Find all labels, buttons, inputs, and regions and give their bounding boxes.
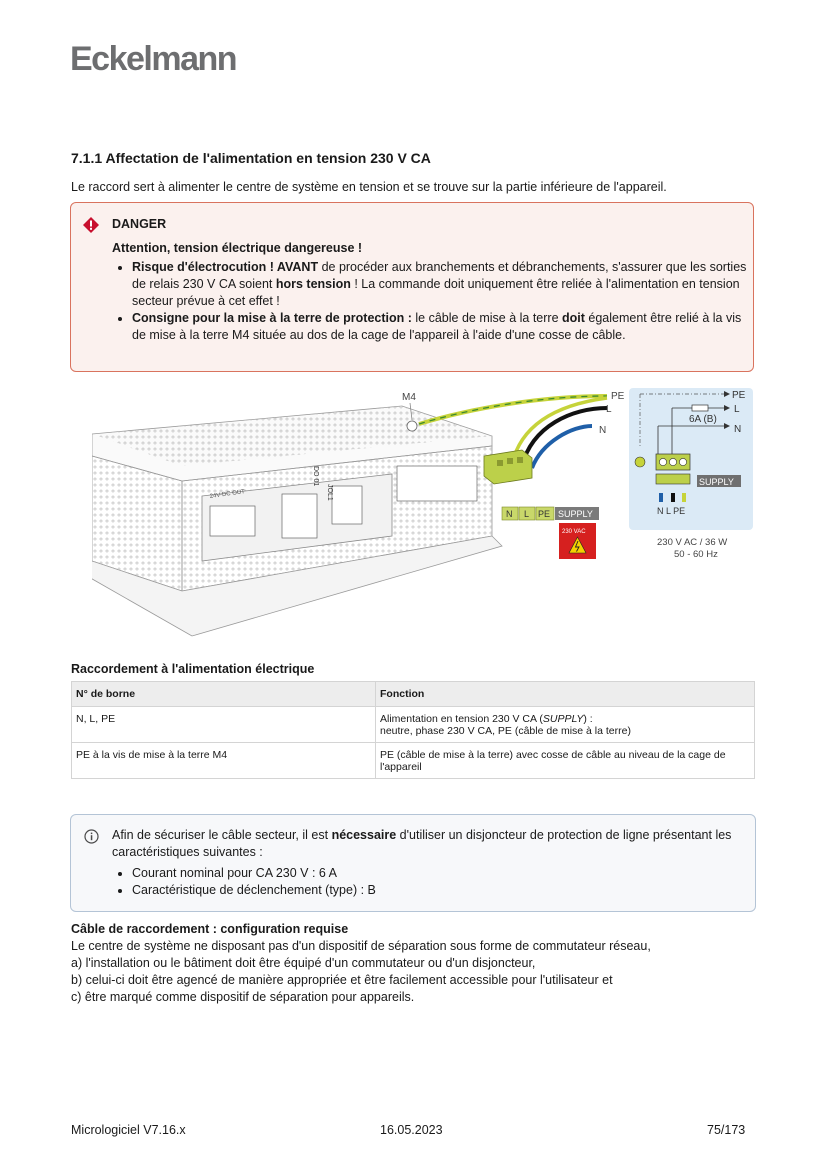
info-box [70, 814, 756, 912]
danger-subtitle: Attention, tension électrique dangereuse ! [112, 241, 363, 255]
svg-text:SUPPLY: SUPPLY [699, 477, 734, 487]
svg-text:PE: PE [538, 509, 551, 519]
device-label-do: DO 01 [312, 466, 319, 487]
device-label-24v: 24V-DC OUT [209, 489, 246, 500]
footer-firmware: Micrologiciel V7.16.x [71, 1123, 186, 1137]
spec-frequency: 50 - 60 Hz [674, 549, 718, 560]
svg-text:L: L [524, 509, 530, 519]
cell-borne: PE à la vis de mise à la terre M4 [72, 743, 376, 779]
danger-bullet-grounding: • Consigne pour la mise à la terre de protection : le câble de mise à la terre doit également être relié à la vis de mise à la terre M4 située au dos de la cage de l'appareil à l'aide d'une cosse de câble. [132, 310, 752, 344]
list-item: • Caractéristique de déclenchement (type) : B [132, 882, 732, 899]
high-voltage-warning-icon [559, 523, 596, 559]
danger-box [70, 202, 754, 372]
table-title: Raccordement à l'alimentation électrique [71, 662, 315, 676]
m4-screw-icon [407, 421, 417, 431]
danger-warning-icon [83, 217, 99, 233]
table-row [72, 707, 755, 743]
cell-fonction: PE (câble de mise à la terre) avec cosse de câble au niveau de la cage de l'appareil [376, 743, 755, 779]
device-housing [92, 406, 502, 636]
m4-label: M4 [402, 392, 416, 403]
device-label-jol: JOL1 [326, 484, 333, 501]
wire-label-l: L [606, 404, 612, 415]
section-heading: 7.1.1 Affectation de l'alimentation en tension 230 V CA [71, 150, 431, 166]
danger-bullet-electrocution: • Risque d'électrocution ! AVANT de procéder aux branchements et débranchements, s'assurer que les sorties de relais 230 V CA soient hors tension ! La commande doit uniquement être reliée à l'alimentation en tension secteur prévue à cet effet ! [132, 259, 752, 310]
requirements-text: Le centre de système ne disposant pas d'un dispositif de séparation sous forme de commutateur réseau, a) l'installation ou le bâtiment doit être équipé d'un commutateur ou d'un disjoncteur, b) celui-ci doit être agencé de manière appropriée et être facilement accessible pour l'utilisateur et c) être marqué comme dispositif de séparation pour appareils. [71, 939, 651, 1004]
table-row [72, 743, 755, 779]
svg-text:6A (B): 6A (B) [689, 414, 717, 425]
list-item: • Courant nominal pour CA 230 V : 6 A [132, 865, 732, 882]
svg-text:N: N [506, 509, 513, 519]
table-header-row [72, 682, 755, 707]
danger-list [114, 259, 752, 344]
svg-text:SUPPLY: SUPPLY [558, 509, 593, 519]
cell-borne: N, L, PE [72, 707, 376, 743]
cell-fonction: Alimentation en tension 230 V CA (SUPPLY) : neutre, phase 230 V CA, PE (câble de mise à la terre) [376, 707, 755, 743]
info-text: Afin de sécuriser le câble secteur, il est nécessaire d'utiliser un disjoncteur de protection de ligne présentant les caractéristiques suivantes : • Courant nominal pour CA 230 V : 6 A • Caractéristique de déclenchement (type) : B [112, 827, 732, 899]
eckelmann-logo: Eckelmann [70, 40, 237, 78]
wiring-figure [92, 386, 757, 648]
svg-text:PE: PE [732, 390, 746, 401]
danger-title: DANGER [112, 217, 167, 231]
svg-text:L: L [734, 404, 740, 415]
info-icon [84, 829, 99, 844]
svg-text:N: N [734, 424, 742, 435]
intro-text: Le raccord sert à alimenter le centre de système en tension et se trouve sur la partie inférieure de l'appareil. [71, 180, 667, 194]
connector-label-strip [502, 507, 599, 520]
svg-text:230 VAC: 230 VAC [562, 529, 586, 535]
supply-schematic [629, 388, 753, 530]
footer-page-number: 75/173 [707, 1123, 746, 1137]
wire-label-n: N [599, 425, 607, 436]
connection-table [71, 681, 755, 779]
wire-label-pe: PE [611, 391, 625, 402]
supply-plug [484, 450, 532, 484]
header-fonction: Fonction [376, 682, 755, 707]
header-borne: N° de borne [72, 682, 376, 707]
info-list [112, 865, 732, 899]
spec-power: 230 V AC / 36 W [657, 537, 728, 548]
schematic-terminals: N L PE [657, 506, 686, 516]
footer-date: 16.05.2023 [380, 1123, 443, 1137]
requirements-title: Câble de raccordement : configuration requise [71, 922, 349, 936]
